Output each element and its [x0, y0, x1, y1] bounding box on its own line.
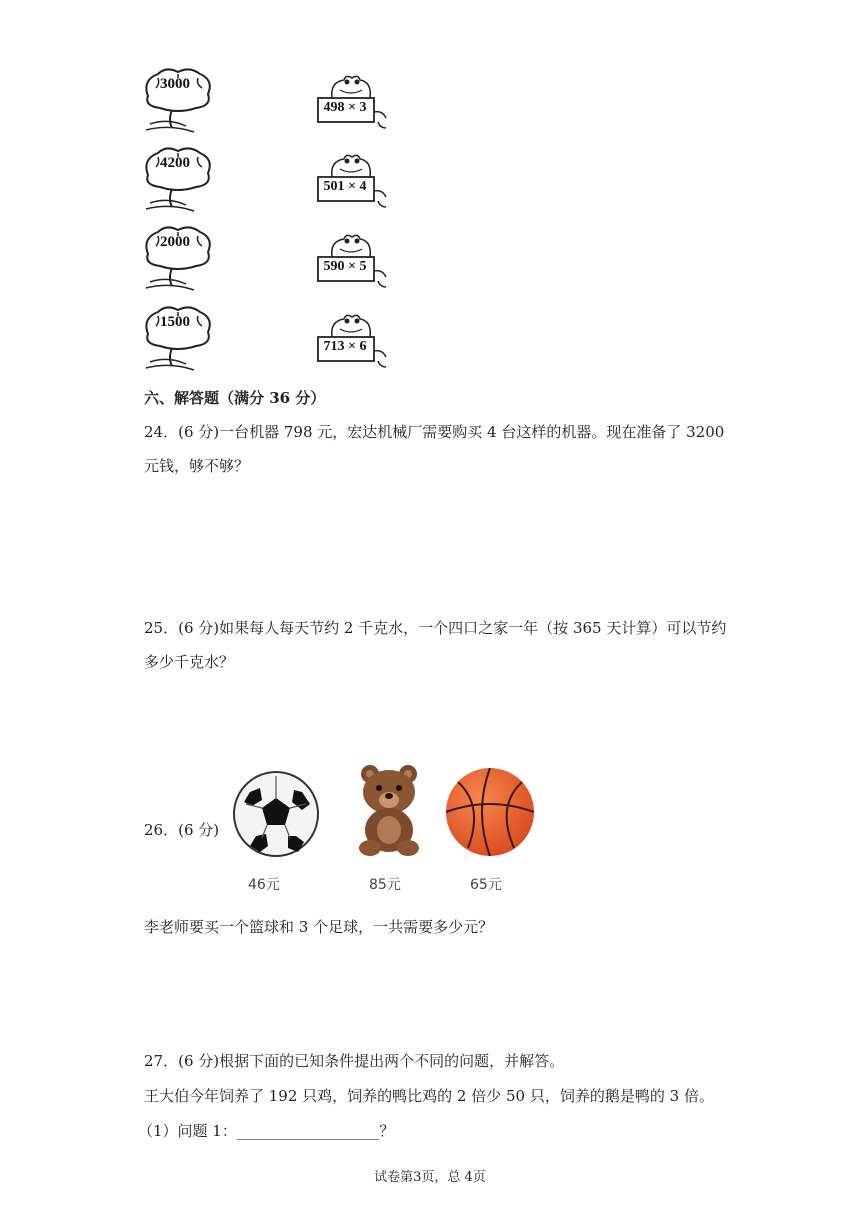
- lily-pad-value: 4200: [160, 155, 190, 171]
- q25-line2: 多少千克水？: [144, 653, 235, 671]
- frog-2: [316, 151, 406, 211]
- lily-pad-3: [138, 224, 218, 294]
- basketball-icon: [444, 766, 536, 862]
- q27-sub1: （1）问题 1：___________________？: [138, 1122, 395, 1140]
- frog-3: [316, 231, 406, 291]
- lily-pad-1: [138, 66, 218, 136]
- frog-expression: 590 × 5: [323, 259, 367, 274]
- q26-label: 26．(6 分): [144, 821, 220, 839]
- soccer-ball-icon: [232, 770, 320, 862]
- lily-pad-value: 2000: [160, 234, 190, 250]
- frog-expression: 498 × 3: [323, 100, 367, 115]
- q27-line1: 27．(6 分)根据下面的已知条件提出两个不同的问题，并解答。: [144, 1052, 565, 1070]
- basketball-price: 65元: [470, 877, 502, 893]
- q27-line2: 王大伯今年饲养了 192 只鸡，饲养的鸭比鸡的 2 倍少 50 只，饲养的鹅是鸭的 3 倍。: [144, 1087, 714, 1105]
- soccer-ball-price: 46元: [248, 877, 280, 893]
- page-footer: 试卷第3页，总 4页: [374, 1170, 486, 1185]
- frog-1: [316, 72, 406, 132]
- lily-pad-value: 1500: [160, 314, 190, 330]
- lily-pad-value: 3000: [160, 76, 190, 92]
- section-title: 六、解答题（满分 36 分）: [144, 389, 326, 407]
- teddy-bear-price: 85元: [369, 877, 401, 893]
- frog-expression: 713 × 6: [323, 339, 367, 354]
- teddy-bear-icon: [356, 764, 422, 860]
- q24-line2: 元钱，够不够？: [144, 457, 250, 475]
- q24-line1: 24．(6 分)一台机器 798 元，宏达机械厂需要购买 4 台这样的机器。现在准备了 3200: [144, 423, 725, 441]
- q25-line1: 25．(6 分)如果每人每天节约 2 千克水，一个四口之家一年（按 365 天计算）可以节约: [144, 619, 727, 637]
- lily-pad-4: [138, 304, 218, 374]
- frog-expression: 501 × 4: [323, 179, 367, 194]
- frog-4: [316, 311, 406, 371]
- q26-question: 李老师要买一个篮球和 3 个足球，一共需要多少元？: [144, 918, 494, 936]
- lily-pad-2: [138, 145, 218, 215]
